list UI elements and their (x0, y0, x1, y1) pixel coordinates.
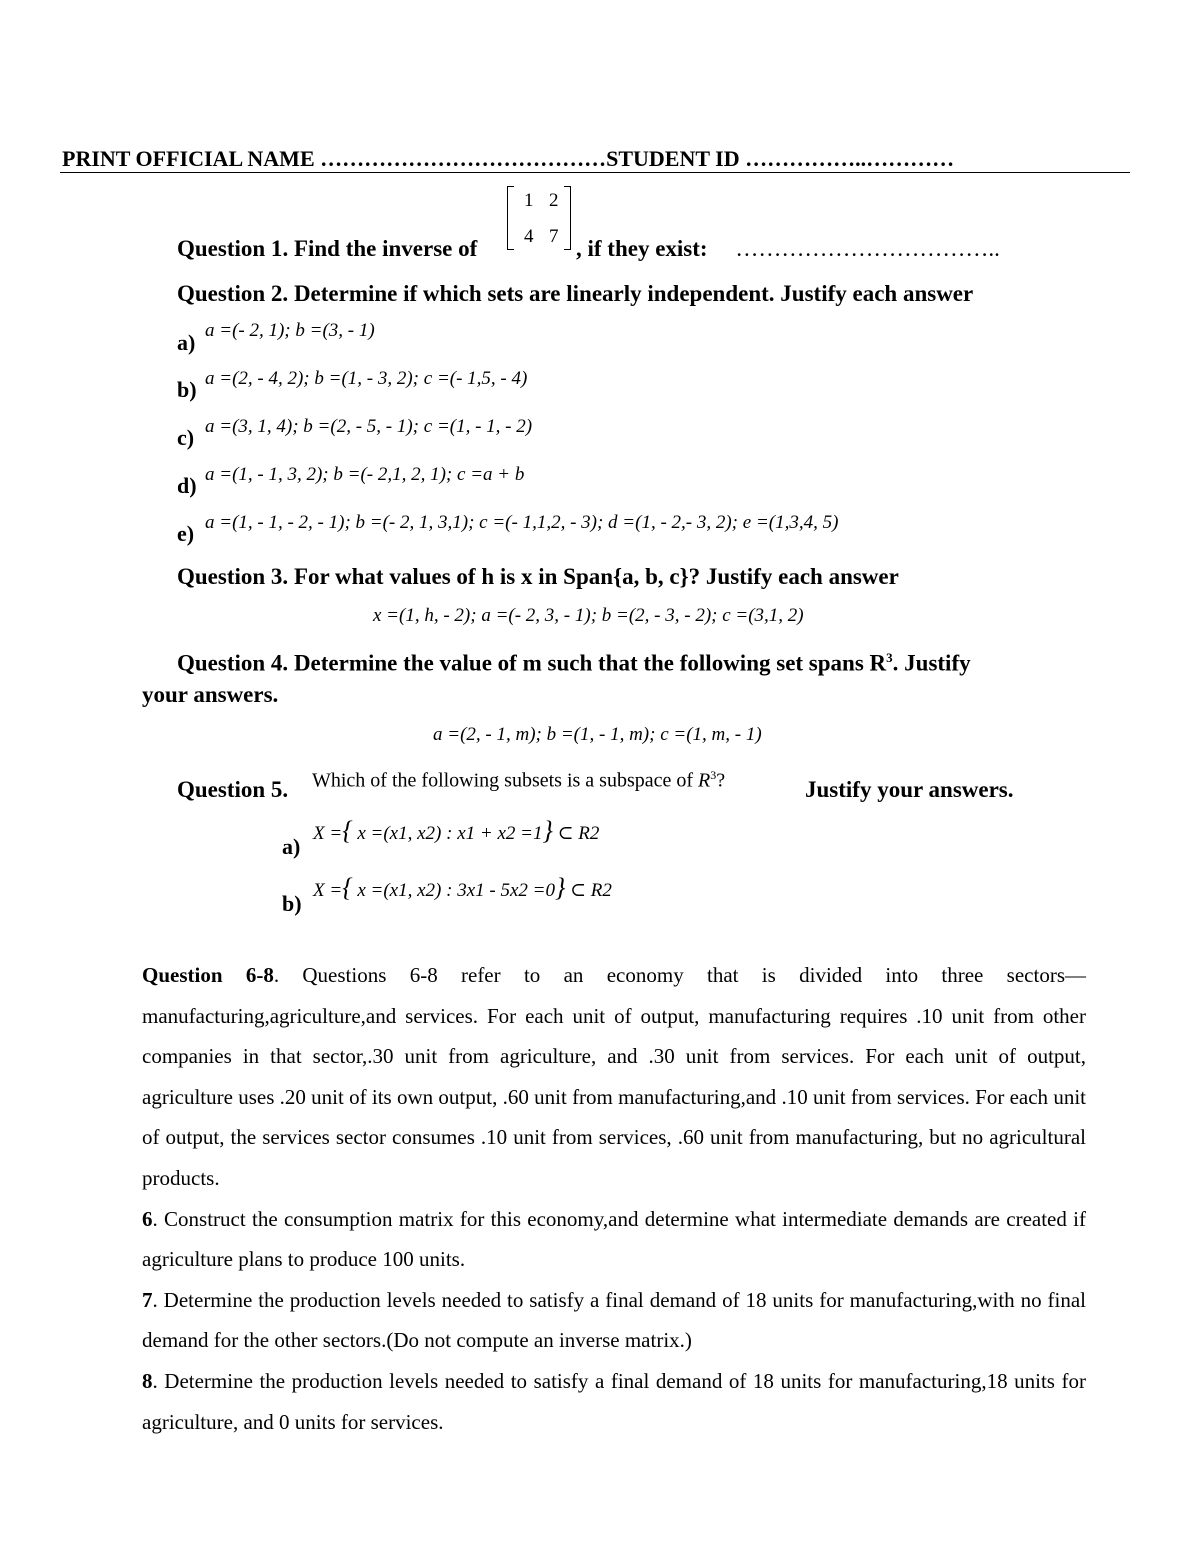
question-5-qmark: ? (716, 769, 726, 792)
question-1-tail (576, 237, 1000, 260)
question-1-text: . Find the inverse of (282, 236, 478, 261)
set-name: X = (313, 823, 343, 844)
question-8-text: . Determine the production levels needed to satisfy a final demand of 18 units for manufacturing,18 units for agriculture, and 0 units for services. (142, 1368, 1086, 1434)
q5-item-label: a) (282, 834, 301, 859)
question-6-8-text: . Questions 6-8 refer to an economy that is divided into three sectors—manufacturing,agriculture,and services. For each unit of output, manufacturing requires .10 unit from other companies in that sector,.30 unit from agriculture, and .30 unit from services. For each unit of output, agriculture uses .20 unit of its own output, .60 unit from manufacturing,and .10 unit from services. For each unit of output, the services sector consumes .10 unit from services, .60 unit from manufacturing, but no agricultural products. (142, 963, 1086, 1190)
question-1-intro (177, 237, 477, 260)
matrix-cell: 7 (549, 226, 559, 247)
question-6-8-label: Question 6-8 (142, 963, 274, 987)
question-5-label: Question 5. (177, 777, 289, 802)
q2-item-expression: a =(1, - 1, 3, 2); b =(- 2,1, 2, 1); c =a + b (205, 464, 525, 485)
q2-item-expression: a =(2, - 4, 2); b =(1, - 3, 2); c =(- 1,5, - 4) (205, 368, 528, 389)
question-1-answer-dots: …………………………….. (735, 236, 1000, 261)
header-line (62, 146, 954, 172)
question-4-intro (177, 651, 971, 675)
left-brace: { (342, 873, 353, 902)
set-condition: x =(x1, x2) : 3x1 - 5x2 =0 (357, 880, 555, 901)
question-6-number: 6 (142, 1206, 153, 1231)
question-1-text-end: , if they exist: (576, 236, 708, 261)
question-4-text-end: . Justify (892, 650, 971, 676)
question-6-8-intro (142, 955, 1086, 1199)
question-2-intro (177, 282, 973, 305)
question-1-matrix (505, 186, 573, 252)
question-5-text (312, 768, 725, 793)
right-brace: } (542, 816, 553, 845)
right-bracket (564, 186, 571, 250)
name-label: PRINT OFFICIAL NAME (62, 146, 315, 171)
name-field[interactable]: ………………………………… (320, 146, 607, 171)
question-6-text: . Construct the consumption matrix for this economy,and determine what intermediate demands are created if agriculture plans to produce 100 units. (142, 1206, 1086, 1272)
question-6-8-block (142, 955, 1086, 1442)
q2-item-label: c) (177, 425, 195, 450)
question-5-R: R (698, 769, 711, 792)
question-5-justify: Justify your answers. (805, 777, 1014, 802)
question-1-label: Question 1 (177, 236, 283, 261)
question-4-text: Determine the value of m such that the following set spans R (288, 650, 887, 676)
set-subset: ⊂ R2 (570, 880, 612, 901)
question-4-superscript: 3 (886, 650, 893, 665)
left-brace: { (342, 816, 353, 845)
question-3-expression: x =(1, h, - 2); a =(- 2, 3, - 1); b =(2, - 3, - 2); c =(3,1, 2) (373, 605, 804, 626)
question-8-number: 8 (142, 1368, 153, 1393)
question-5-text-a: Which of the following subsets is a subspace of (312, 769, 694, 792)
question-3-text: For what values of h is x in Span{a, b, c}? Justify each answer (288, 564, 899, 589)
header-rule (60, 172, 1130, 173)
q2-item-expression: a =(3, 1, 4); b =(2, - 5, - 1); c =(1, - 1, - 2) (205, 416, 533, 437)
matrix-cell: 2 (549, 190, 559, 211)
question-7 (142, 1280, 1086, 1361)
question-7-number: 7 (142, 1287, 153, 1312)
q5-item-expression (313, 818, 599, 844)
question-4-expression: a =(2, - 1, m); b =(1, - 1, m); c =(1, m, - 1) (433, 724, 762, 745)
question-2-text: Determine if which sets are linearly independent. Justify each answer (288, 281, 974, 306)
student-id-field[interactable]: ……………..………… (745, 146, 955, 171)
question-2-label: Question 2. (177, 281, 289, 306)
matrix-cell: 1 (524, 190, 534, 211)
question-3-intro (177, 565, 899, 588)
left-bracket (507, 186, 514, 250)
set-name: X = (313, 880, 343, 901)
question-6 (142, 1199, 1086, 1280)
question-7-text: . Determine the production levels needed to satisfy a final demand of 18 units for manufacturing,with no final demand for the other sectors.(Do not compute an inverse matrix.) (142, 1287, 1086, 1353)
q2-item-label: a) (177, 330, 196, 355)
q2-item-label: b) (177, 377, 197, 402)
matrix-cell: 4 (524, 226, 534, 247)
q5-item-expression (313, 875, 612, 901)
set-subset: ⊂ R2 (557, 823, 600, 844)
student-id-label: STUDENT ID (606, 146, 740, 171)
question-5-superscript: 3 (710, 768, 717, 782)
question-4-continuation: your answers. (142, 682, 279, 707)
q2-item-label: d) (177, 473, 197, 498)
question-3-label: Question 3. (177, 564, 289, 589)
set-condition: x =(x1, x2) : x1 + x2 =1 (357, 823, 543, 844)
right-brace: } (554, 873, 566, 902)
q2-item-expression: a =(- 2, 1); b =(3, - 1) (205, 320, 375, 341)
question-4-label: Question 4. (177, 650, 289, 676)
q2-item-expression: a =(1, - 1, - 2, - 1); b =(- 2, 1, 3,1); c =(- 1,1,2, - 3); d =(1, - 2,- 3, 2); e =(1,3,4, 5) (205, 512, 839, 533)
q5-item-label: b) (282, 891, 302, 916)
question-8 (142, 1361, 1086, 1442)
q2-item-label: e) (177, 521, 195, 546)
